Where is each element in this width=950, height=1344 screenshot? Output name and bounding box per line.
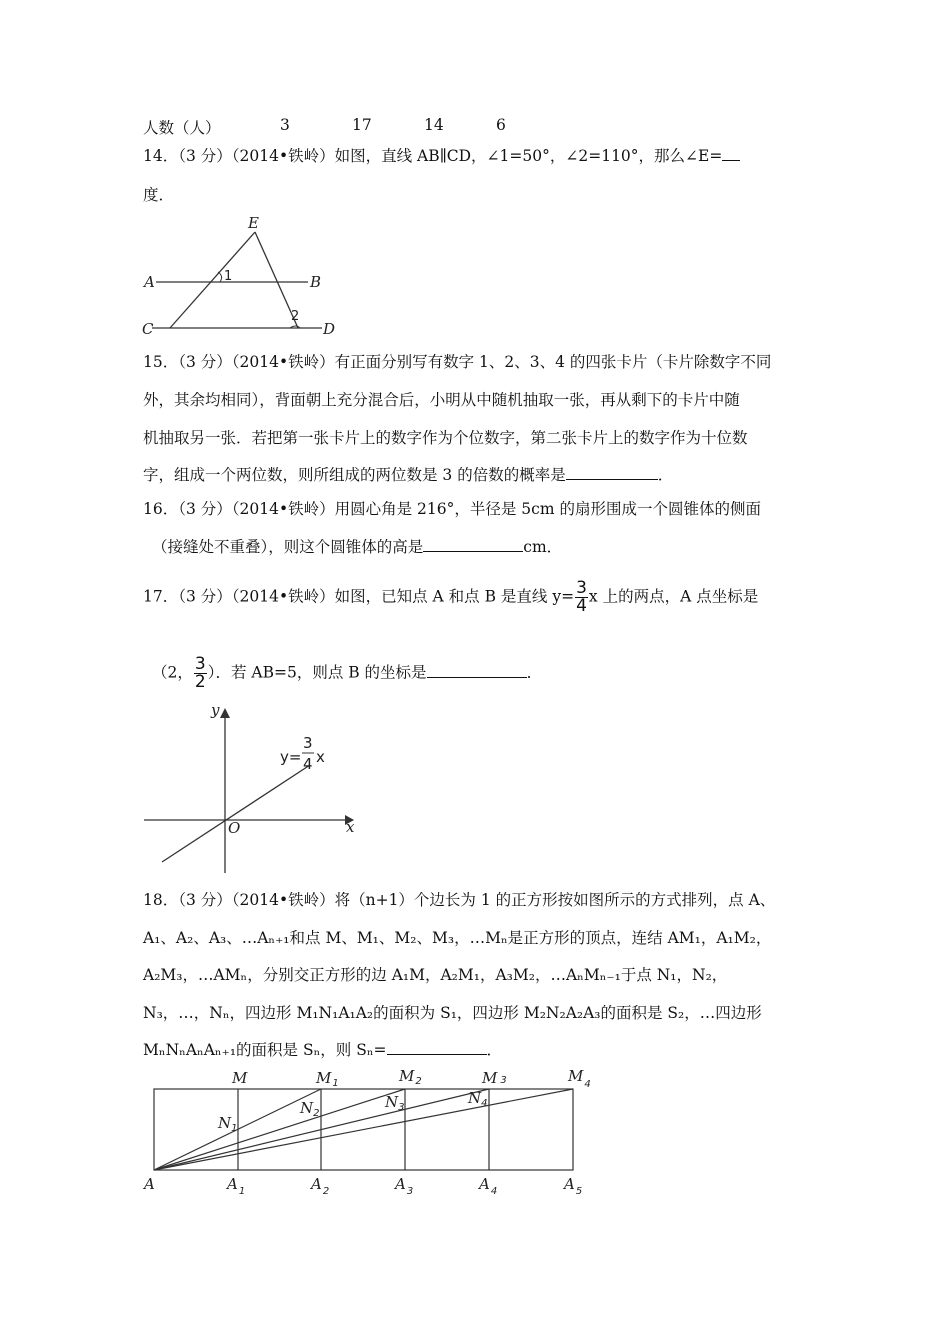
q17-line2: （2， $\frac{3}{2}$ ）．若 AB=5，则点 B 的坐标是 ． bbox=[152, 654, 543, 692]
fraction-3-4: $\frac{3}{4}$ bbox=[576, 578, 587, 616]
label-N3: $N_3$ bbox=[385, 1093, 405, 1113]
q14-answer-blank[interactable] bbox=[722, 160, 740, 161]
table-row-label: 人数（人） bbox=[143, 119, 221, 137]
q14-figure bbox=[140, 210, 340, 340]
y-axis-label: y bbox=[211, 701, 220, 719]
q16-line2: （接缝处不重叠），则这个圆锥体的高是 cm． bbox=[152, 538, 563, 556]
line-eq-num: 3 bbox=[303, 734, 313, 752]
q15-line4: 字，组成一个两位数，则所组成的两位数是 3 的倍数的概率是 ． bbox=[143, 466, 674, 484]
q18-line3: A₂M₃，…AMₙ，分别交正方形的边 A₁M，A₂M₁，A₃M₂，…AₙMₙ₋₁于点 N₁，N₂， bbox=[143, 966, 728, 984]
line-eq-prefix: y= bbox=[280, 748, 302, 766]
label-D: D bbox=[323, 320, 336, 338]
x-axis-label: x bbox=[346, 818, 355, 836]
label-E: E bbox=[248, 214, 259, 232]
table-cell: 6 bbox=[496, 116, 506, 134]
line-eq-suffix: x bbox=[316, 748, 325, 766]
q14-line2: 度． bbox=[143, 186, 175, 204]
label-M2: $M_2$ bbox=[399, 1067, 422, 1087]
label-C: C bbox=[142, 320, 154, 338]
q18-line5: MₙNₙAₙAₙ₊₁的面积是 Sₙ，则 Sₙ= ． bbox=[143, 1041, 503, 1059]
label-A: A bbox=[144, 273, 155, 291]
label-M1: $M_1$ bbox=[316, 1069, 339, 1089]
origin-label: O bbox=[228, 819, 241, 837]
q18-line4: N₃，…，Nₙ，四边形 M₁N₁A₁A₂的面积为 S₁，四边形 M₂N₂A₂A₃的面积是 S₂，…四边形 bbox=[143, 1004, 762, 1022]
line-eq-den: 4 bbox=[303, 755, 313, 773]
label-N2: $N_2$ bbox=[300, 1099, 320, 1119]
label-A3: $A_3$ bbox=[395, 1175, 414, 1197]
table-cell: 17 bbox=[352, 116, 372, 134]
label-A2: $A_2$ bbox=[311, 1175, 330, 1197]
q16-answer-blank[interactable] bbox=[423, 551, 523, 552]
q18-figure bbox=[140, 1063, 600, 1203]
q16-line1: 16．（3 分）（2014•铁岭）用圆心角是 216°，半径是 5cm 的扇形围成一个圆锥体的侧面 bbox=[143, 500, 761, 518]
label-B: B bbox=[310, 273, 322, 291]
q17-figure bbox=[140, 700, 365, 880]
q15-line2: 外，其余均相同），背面朝上充分混合后，小明从中随机抽取一张，再从剩下的卡片中随 bbox=[143, 391, 740, 409]
label-N4: $N_4$ bbox=[468, 1089, 488, 1109]
label-angle1: 1 bbox=[224, 269, 233, 284]
table-cell: 14 bbox=[424, 116, 444, 134]
q17-line1: 17．（3 分）（2014•铁岭）如图，已知点 A 和点 B 是直线 y= $\frac{3}{4}$ x 上的两点，A 点坐标是 bbox=[143, 578, 759, 616]
label-M3: M 3 bbox=[482, 1069, 507, 1087]
label-M: M bbox=[232, 1069, 248, 1087]
q15-line3: 机抽取另一张．若把第一张卡片上的数字作为个位数字，第二张卡片上的数字作为十位数 bbox=[143, 429, 748, 447]
q14-line1: 14．（3 分）（2014•铁岭）如图，直线 AB∥CD，∠1=50°，∠2=110°，那么∠E= bbox=[143, 146, 740, 166]
label-A5: $A_5$ bbox=[564, 1175, 583, 1197]
q15-answer-blank[interactable] bbox=[566, 479, 658, 480]
label-angle2: 2 bbox=[291, 309, 300, 324]
fraction-3-2: $\frac{3}{2}$ bbox=[194, 654, 206, 692]
label-A1: $A_1$ bbox=[227, 1175, 246, 1197]
label-A: A bbox=[144, 1175, 155, 1193]
table-cell: 3 bbox=[280, 116, 290, 134]
q18-answer-blank[interactable] bbox=[387, 1054, 487, 1055]
label-M4: $M_4$ bbox=[568, 1067, 591, 1090]
label-A4: $A_4$ bbox=[479, 1175, 498, 1197]
q15-line1: 15．（3 分）（2014•铁岭）有正面分别写有数字 1、2、3、4 的四张卡片（卡片除数字不同 bbox=[143, 353, 772, 371]
q17-answer-blank[interactable] bbox=[427, 677, 527, 678]
q18-line1: 18．（3 分）（2014•铁岭）将（n+1）个边长为 1 的正方形按如图所示的方式排列，点 A、 bbox=[143, 891, 776, 909]
q18-line2: A₁、A₂、A₃、…Aₙ₊₁和点 M、M₁、M₂、M₃，…Mₙ是正方形的顶点，连结 AM₁，A₁M₂， bbox=[143, 929, 772, 947]
label-N1: $N_1$ bbox=[218, 1114, 238, 1134]
